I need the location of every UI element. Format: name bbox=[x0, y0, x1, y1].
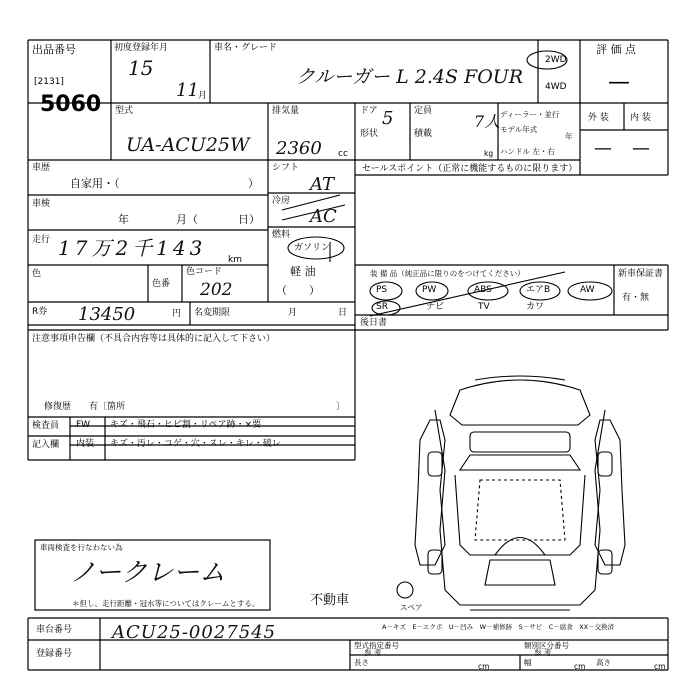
lot-no-label: 出品番号 bbox=[32, 43, 76, 56]
load-label: 積載 bbox=[414, 129, 433, 139]
dealer-label: ディーラー・並行 bbox=[500, 110, 560, 119]
score-value: — bbox=[608, 70, 630, 95]
damage-legend: A－キズ E－エクボ U－凹み W－補修跡 S－サビ C－腐食 XX－交換済 bbox=[382, 623, 615, 631]
notes-label: 注意事項申告欄（不具合内容等は具体的に記入して下さい） bbox=[32, 334, 276, 344]
history-value: 自家用・（ bbox=[70, 177, 120, 190]
model: UA-ACU25W bbox=[126, 134, 250, 156]
first-reg-label: 初度登録年月 bbox=[114, 43, 169, 53]
no-inspection-note: 車両検査を行なわない為 bbox=[40, 543, 123, 552]
displacement-label: 排気量 bbox=[272, 106, 300, 116]
r-value: 13450 bbox=[78, 304, 136, 325]
fuel-gas: ガソリン bbox=[294, 243, 331, 253]
yen-unit: 円 bbox=[172, 309, 182, 319]
immobile-label: 不動車 bbox=[310, 593, 350, 608]
car-diagram bbox=[397, 376, 625, 610]
cooling-value: AC bbox=[310, 206, 337, 227]
handle-label: ハンドル 左・右 bbox=[500, 147, 555, 156]
equip-leather: カワ bbox=[526, 302, 545, 312]
equip-sr: SR bbox=[376, 302, 388, 312]
no-claim-footnote: ＊但し、走行距離・冠水等についてはクレームとする。 bbox=[72, 599, 260, 608]
sales-label: セールスポイント（正常に機能するものに限ります） bbox=[362, 164, 578, 174]
color-code-label: 色コード bbox=[186, 267, 223, 277]
repair-label: 修復歴 有〔箇所 bbox=[44, 402, 126, 412]
form-label: 形状 bbox=[360, 129, 379, 139]
int-value: — bbox=[632, 138, 650, 159]
height-cm: cm bbox=[654, 662, 666, 671]
int-label: 内 装 bbox=[630, 113, 651, 123]
chassis-no: ACU25-0027545 bbox=[112, 622, 277, 643]
equip-ps: PS bbox=[376, 285, 388, 295]
doors-label: ドア bbox=[360, 106, 378, 116]
equip-tv: TV bbox=[478, 302, 490, 312]
entry-label: 記入欄 bbox=[32, 440, 60, 450]
r-label: R券 bbox=[32, 307, 48, 317]
drive-2wd: 2WD bbox=[545, 55, 567, 65]
equip-abs: ABS bbox=[474, 285, 492, 295]
inspector-label: 検査員 bbox=[32, 421, 60, 431]
insp-year: 年 bbox=[118, 213, 129, 226]
chassis-label: 車台番号 bbox=[36, 625, 73, 635]
insp-day: 日） bbox=[238, 213, 260, 226]
score-label: 評 価 点 bbox=[596, 43, 636, 56]
model-label: 型式 bbox=[115, 106, 134, 116]
shift-value: AT bbox=[310, 174, 335, 195]
height-label: 高さ bbox=[596, 658, 611, 667]
warranty-value: 有・無 bbox=[622, 293, 650, 303]
fuel-label: 燃料 bbox=[272, 230, 291, 240]
width-cm: cm bbox=[574, 662, 586, 671]
fw-label: FW bbox=[76, 420, 91, 430]
kg-unit: kg bbox=[484, 149, 494, 158]
inspection-label: 車検 bbox=[32, 199, 51, 209]
no-claim: ノークレーム bbox=[70, 558, 226, 588]
equipment-label: 装 備 品（純正品に限りのをつけてください） bbox=[370, 269, 525, 278]
spare-label: スペア bbox=[400, 603, 423, 612]
color-no-label: 色番 bbox=[152, 279, 171, 289]
doors: 5 bbox=[382, 108, 394, 129]
after-label: 後日書 bbox=[360, 318, 388, 328]
length-cm: cm bbox=[478, 662, 490, 671]
name-change-label: 名変期限 bbox=[194, 308, 231, 318]
nai-label: 内装 bbox=[76, 439, 95, 449]
length-label: 長さ bbox=[354, 658, 369, 667]
fw-items: キズ・飛石・ヒビ割・リペア跡・×要 bbox=[110, 420, 262, 430]
class-label: 類別区分番号 bbox=[524, 641, 569, 650]
year-unit: 年 bbox=[565, 132, 573, 141]
fuel-paren: （ ） bbox=[276, 284, 320, 297]
width-label: 幅 bbox=[524, 658, 532, 667]
km-unit: km bbox=[228, 255, 242, 265]
car-name: クルーガー L 2.4S FOUR bbox=[296, 66, 524, 88]
type-approval-label: 型式指定番号 bbox=[354, 641, 399, 650]
nai-items: キズ・汚レ・コゲ・穴・スレ・キレ・破レ bbox=[110, 439, 281, 449]
equip-navi: ナビ bbox=[426, 302, 445, 312]
color-code: 202 bbox=[200, 280, 233, 300]
color-label: 色 bbox=[32, 269, 42, 279]
lot-sub-code: [2131] bbox=[34, 77, 64, 87]
capacity-label: 定員 bbox=[414, 106, 433, 116]
insp-month: 月（ bbox=[176, 213, 198, 226]
equip-aw: AW bbox=[580, 285, 595, 295]
nc-month: 月 bbox=[288, 308, 298, 318]
month-unit: 月 bbox=[198, 91, 208, 101]
equip-pw: PW bbox=[422, 285, 437, 295]
ref2-label: 参 考 bbox=[534, 648, 552, 657]
cc-unit: cc bbox=[338, 149, 348, 159]
warranty-label: 新車保証書 bbox=[618, 269, 664, 279]
cooling-label: 冷房 bbox=[272, 196, 291, 206]
capacity: 7人 bbox=[474, 112, 501, 131]
ext-label: 外 装 bbox=[588, 113, 609, 123]
car-name-label: 車名・グレード bbox=[214, 43, 278, 53]
lot-number: 5060 bbox=[40, 92, 102, 117]
history-close: ） bbox=[248, 177, 259, 190]
equip-airbag: エアB bbox=[526, 285, 551, 295]
mileage: 17万2千143 bbox=[58, 236, 207, 260]
nc-day: 日 bbox=[338, 308, 348, 318]
model-year-label: モデル年式 bbox=[500, 125, 538, 134]
ref1-label: 参 考 bbox=[364, 648, 382, 657]
first-reg-year: 15 bbox=[128, 56, 154, 80]
mileage-label: 走行 bbox=[32, 235, 51, 245]
reg-label: 登録番号 bbox=[36, 649, 73, 659]
shift-label: シフト bbox=[272, 163, 300, 173]
history-label: 車歴 bbox=[32, 163, 51, 173]
repair-close: 〕 bbox=[336, 402, 346, 412]
first-reg-month: 11 bbox=[176, 80, 199, 101]
ext-value: — bbox=[594, 138, 612, 159]
displacement: 2360 bbox=[276, 138, 322, 159]
fuel-diesel: 軽 油 bbox=[290, 265, 316, 278]
drive-4wd: 4WD bbox=[545, 82, 567, 92]
